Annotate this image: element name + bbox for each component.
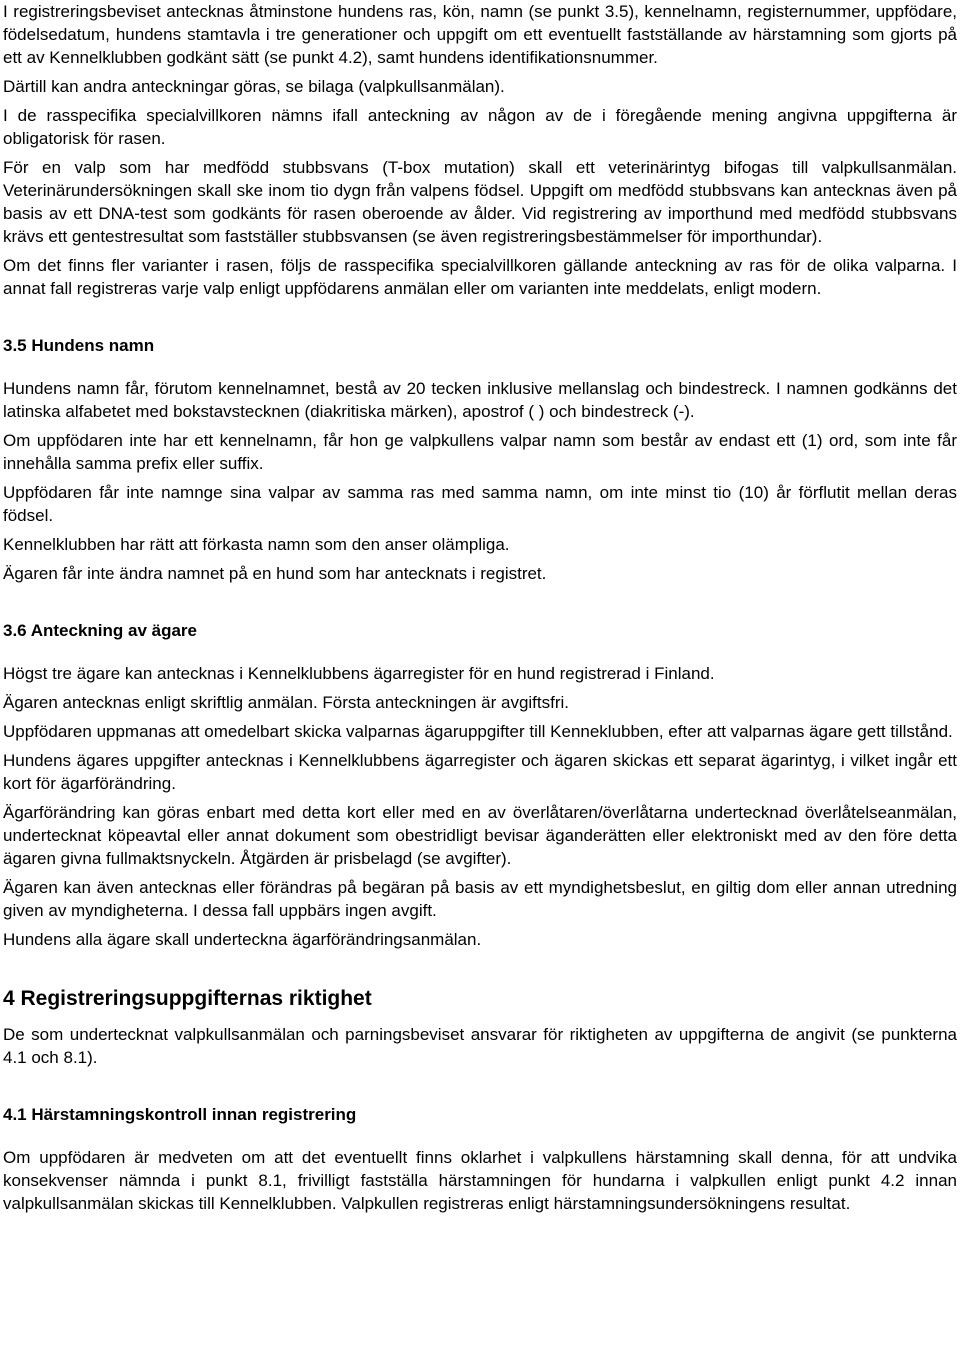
paragraph-hogst-tre-agare: Högst tre ägare kan antecknas i Kennelklubbens ägarregister för en hund registrerad i Finland. [3, 664, 715, 683]
paragraph-kennelnamn: Om uppfödaren inte har ett kennelnamn, får hon ge valpkullens valpar namn som består av endast ett (1) ord, som inte får innehålla samma prefix eller suffix. [3, 431, 957, 473]
paragraph-varianter: Om det finns fler varianter i rasen, följs de rasspecifika specialvillkoren gällande anteckning av ras för de olika valparna. I annat fall registreras varje valp enligt uppfödarens anmälan eller om varianten inte meddelats, enligt modern. [3, 256, 957, 298]
paragraph-harstamningskontroll: Om uppfödaren är medveten om att det eventuellt finns oklarhet i valpkullens härstamning skall denna, för att undvika konsekvenser nämnda i punkt 8.1, frivilligt fastställa härstamningen för hundarna i valpkullen enligt punkt 4.2 innan valpkullsanmälan skickas till Kennelklubben. Valpkullen registreras enligt härstamningsundersökningens resultat. [3, 1148, 957, 1213]
paragraph-andra-anteckningar: Därtill kan andra anteckningar göras, se bilaga (valpkullsanmälan). [3, 77, 505, 96]
paragraph-myndighetsbeslut: Ägaren kan även antecknas eller förändras på begäran på basis av ett myndighetsbeslut, en giltig dom eller annan utredning given av myndigheterna. I dessa fall uppbärs ingen avgift. [3, 878, 957, 920]
section-3-6 [3, 619, 957, 951]
paragraph-registreringsbevis: I registreringsbeviset antecknas åtminstone hundens ras, kön, namn (se punkt 3.5), kennelnamn, registernummer, uppfödare, födelsedatum, hundens stamtavla i tre generationer och uppgift om ett eventuellt fastställande av härstamning som gjorts på ett av Kennelklubben godkänt sätt (se punkt 4.2), samt hundens identifikationsnummer. [3, 2, 957, 67]
paragraph-samma-namn: Uppfödaren får inte namnge sina valpar av samma ras med samma namn, om inte minst tio (10) år förflutit mellan deras födsel. [3, 483, 957, 525]
paragraph-riktighet: De som undertecknat valpkullsanmälan och parningsbeviset ansvarar för riktigheten av uppgifterna de angivit (se punkterna 4.1 och 8.1). [3, 1025, 957, 1067]
section-heading-3-5: 3.5 Hundens namn [3, 336, 155, 355]
paragraph-alla-agare: Hundens alla ägare skall underteckna ägarförändringsanmälan. [3, 930, 482, 949]
paragraph-rasspecifika-villkor: I de rasspecifika specialvillkoren nämns ifall anteckning av någon av de i föregående mening angivna uppgifterna är obligatorisk för rasen. [3, 106, 957, 148]
paragraph-agaruppgifter: Uppfödaren uppmanas att omedelbart skicka valparnas ägaruppgifter till Kenneklubben, efter att valparnas ägare gett tillstånd. [3, 722, 953, 741]
paragraph-andra-namnet: Ägaren får inte ändra namnet på en hund som har antecknats i registret. [3, 564, 547, 583]
paragraph-agarforandring: Ägarförändring kan göras enbart med detta kort eller med en av överlåtaren/överlåtarna undertecknad överlåtelseanmälan, undertecknat köpeavtal eller annat dokument som obestridligt bevisar äganderätten eller elektroniskt med av den före detta ägaren givna fullmaktsnyckeln. Åtgärden är prisbelagd (se avgifter). [3, 803, 957, 868]
section-heading-4-1: 4.1 Härstamningskontroll innan registrering [3, 1105, 357, 1124]
paragraph-agarintyg: Hundens ägares uppgifter antecknas i Kennelklubbens ägarregister och ägaren skickas ett separat ägarintyg, i vilket ingår ett kort för ägarförändring. [3, 751, 957, 793]
paragraph-skriftlig-anmalan: Ägaren antecknas enligt skriftlig anmälan. Första anteckningen är avgiftsfri. [3, 693, 570, 712]
section-4 [3, 985, 957, 1069]
paragraph-namn-tecken: Hundens namn får, förutom kennelnamnet, bestå av 20 tecken inklusive mellanslag och bindestreck. I namnen godkänns det latinska alfabetet med bokstavstecknen (diakritiska märken), apostrof ( ) och bindestreck (-). [3, 379, 957, 421]
section-3-5 [3, 334, 957, 585]
paragraph-forkasta-namn: Kennelklubben har rätt att förkasta namn som den anser olämpliga. [3, 535, 510, 554]
section-heading-4: 4 Registreringsuppgifternas riktighet [3, 987, 372, 1010]
paragraph-stubbsvans: För en valp som har medfödd stubbsvans (T-box mutation) skall ett veterinärintyg bifogas till valpkullsanmälan. Veterinärundersökningen skall ske inom tio dygn från valpens födsel. Uppgift om medfödd stubbsvans kan antecknas även på basis av ett DNA-test som godkänts för rasen oberoende av ålder. Vid registrering av importhund med medfödd stubbsvans krävs ett gentestresultat som fastställer stubbsvansen (se även registreringsbestämmelser för importhundar). [3, 158, 957, 246]
intro-section [3, 0, 957, 300]
section-4-1 [3, 1103, 957, 1215]
section-heading-3-6: 3.6 Anteckning av ägare [3, 621, 198, 640]
